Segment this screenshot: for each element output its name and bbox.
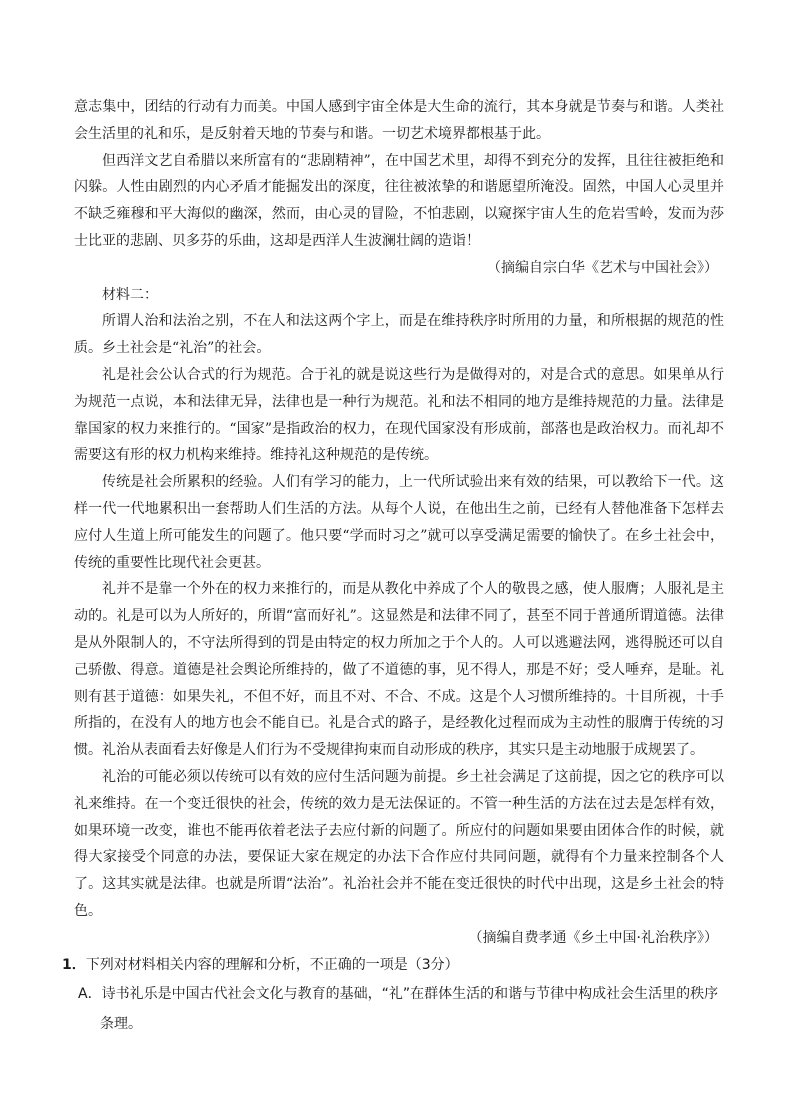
option-a[interactable]: A．诗书礼乐是中国古代社会文化与教育的基础，“礼”在群体生活的和谐与节律中构成社会生活里的秩序条理。 (78, 985, 719, 1032)
material2-paragraph-5: 礼治的可能必须以传统可以有效的应付生活问题为前提。乡土社会满足了这前提，因之它的秩序可以礼来维持。在一个变迁很快的社会，传统的效力是无法保证的。不管一种生活的方法在过去是怎样有效，如果环境一改变，谁也不能再依着老法子去应付新的问题了。所应付的问题如果要由团体合作的时候，就得大家接受个同意的办法，要保证大家在规定的办法下合作应付共同问题，就得有个力量来控制各个人了。这其实就是法律。也就是所谓“法治”。礼治社会并不能在变迁很快的时代中出现，这是乡土社会的特色。 (74, 768, 724, 919)
material2-paragraph-2: 礼是社会公认合式的行为规范。合于礼的就是说这些行为是做得对的，对是合式的意思。如果单从行为规范一点说，本和法律无异，法律也是一种行为规范。礼和法不相同的地方是维持规范的力量。法律是靠国家的权力来推行的。“国家”是指政治的权力，在现代国家没有形成前，部落也是政治权力。而礼却不需要这有形的权力机构来维持。维持礼这种规范的是传统。 (74, 366, 724, 464)
material1-paragraph-2: 但西洋文艺自希腊以来所富有的“悲剧精神”，在中国艺术里，却得不到充分的发挥，且往往被拒绝和闪躲。人性由剧烈的内心矛盾才能掘发出的深度，往往被浓挚的和谐愿望所淹没。固然，中国人心灵里并不缺乏雍穆和平大海似的幽深，然而，由心灵的冒险，不怕悲剧，以窥探宇宙人生的危岩雪岭，发而为莎士比亚的悲剧、贝多芬的乐曲，这却是西洋人生波澜壮阔的造诣！ (74, 152, 724, 249)
material2-paragraph-1: 所谓人治和法治之别，不在人和法这两个字上，而是在维持秩序时所用的力量，和所根据的规范的性质。乡土社会是“礼治”的社会。 (74, 313, 724, 357)
material1-source: （摘编自宗白华《艺术与中国社会》） (487, 259, 718, 276)
material1-paragraph-1: 意志集中，团结的行动有力而美。中国人感到宇宙全体是大生命的流行，其本身就是节奏与和谐。人类社会生活里的礼和乐，是反射着天地的节奏与和谐。一切艺术境界都根基于此。 (74, 99, 724, 142)
question-text: 下列对材料相关内容的理解和分析，不正确的一项是（3分） (85, 956, 459, 973)
material2-label: 材料二： (102, 286, 158, 303)
question-1 (62, 952, 724, 979)
material2-source: （摘编自费孝通《乡土中国·礼治秩序》） (468, 929, 718, 946)
document-page (62, 94, 724, 1039)
question-number: 1． (62, 956, 86, 973)
material2-paragraph-3: 传统是社会所累积的经验。人们有学习的能力，上一代所试验出来有效的结果，可以教给下一代。这样一代一代地累积出一套帮助人们生活的方法。从每个人说，在他出生之前，已经有人替他准备下怎样去应付人生道上所可能发生的问题了。他只要“学而时习之”就可以享受满足需要的愉快了。在乡土社会中，传统的重要性比现代社会更甚。 (74, 474, 724, 571)
material2-paragraph-4: 礼并不是靠一个外在的权力来推行的，而是从教化中养成了个人的敬畏之感，使人服膺；人服礼是主动的。礼是可以为人所好的，所谓“富而好礼”。这显然是和法律不同了，甚至不同于普通所谓道德。法律是从外限制人的，不守法所得到的罚是由特定的权力所加之于个人的。人可以逃避法网，逃得脱还可以自己骄傲、得意。道德是社会舆论所维持的，做了不道德的事，见不得人，那是不好；受人唾弃，是耻。礼则有甚于道德：如果失礼，不但不好，而且不对、不合、不成。这是个人习惯所维持的。十目所视，十手所指的，在没有人的地方也会不能自已。礼是合式的路子，是经教化过程而成为主动性的服膺于传统的习惯。礼治从表面看去好像是人们行为不受规律拘束而自动形成的秩序，其实只是主动地服于成规罢了。 (74, 581, 724, 759)
